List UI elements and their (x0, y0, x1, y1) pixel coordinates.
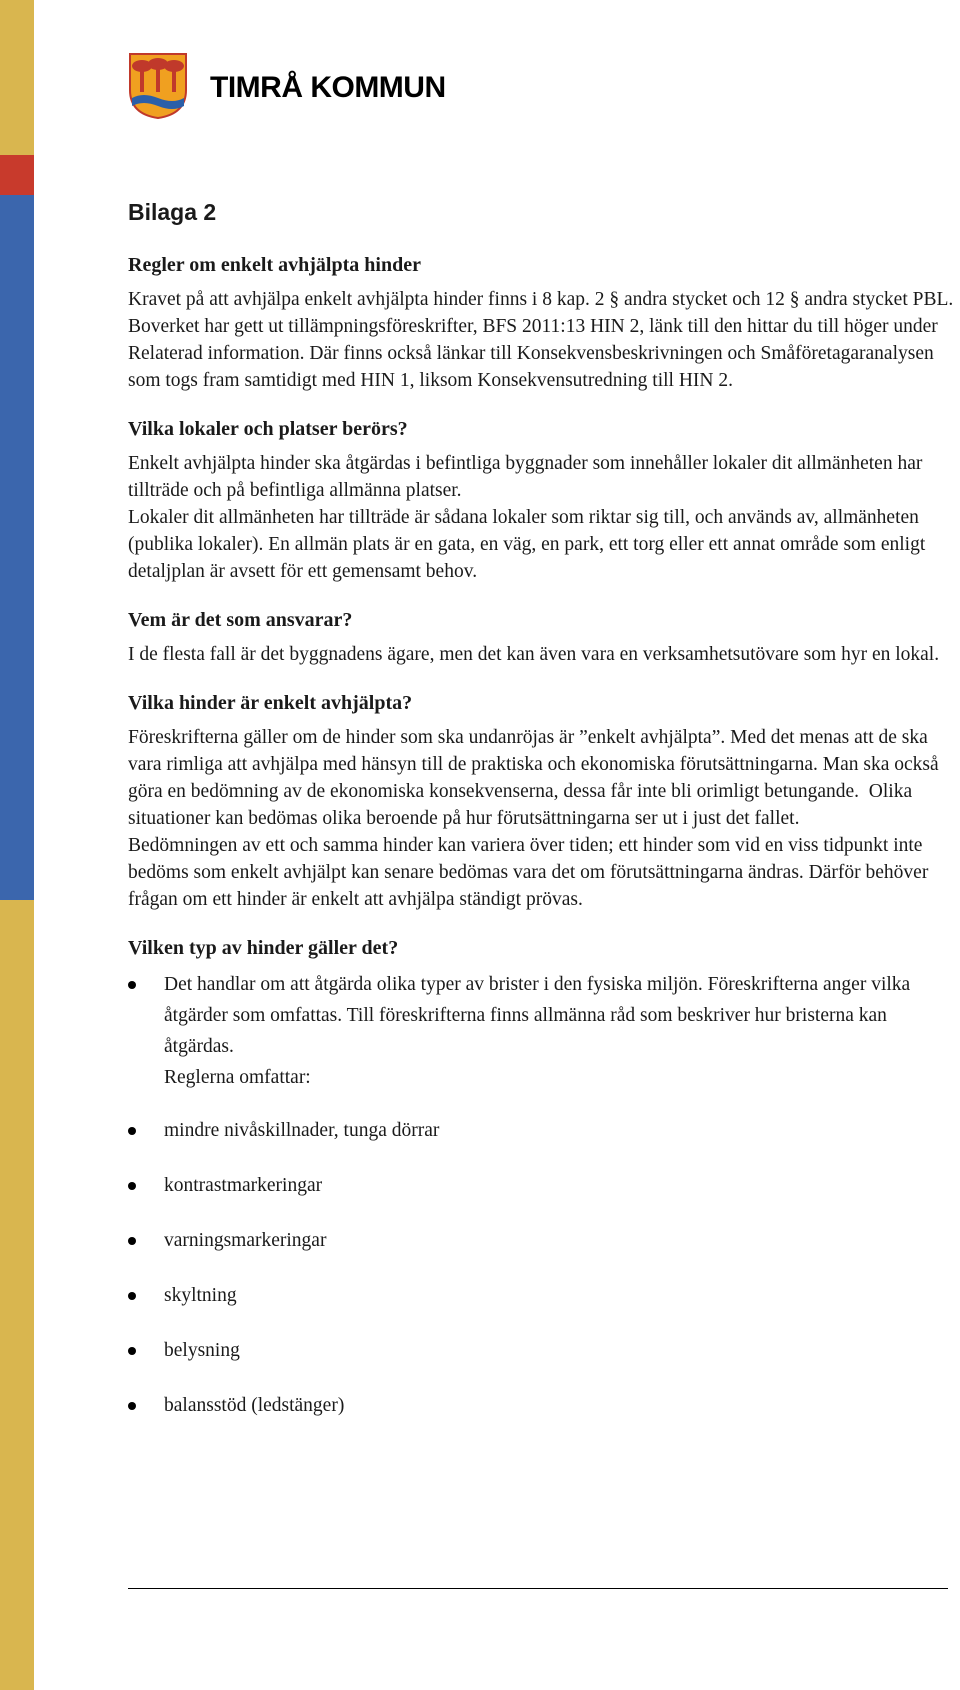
bullet-icon (128, 1347, 136, 1355)
bullet-icon (128, 1182, 136, 1190)
section-heading: Regler om enkelt avhjälpta hinder (128, 254, 421, 276)
list-item-followup: Reglerna omfattar: (164, 1067, 311, 1088)
list-item-text: varningsmarkeringar (164, 1230, 327, 1251)
side-stripe-gold-top (0, 0, 34, 155)
section-paragraph: Föreskrifterna gäller om de hinder som ska undanröjas är ”enkelt avhjälpta”. Med det menas att de ska vara rimliga att avhjälpa med hänsyn till de praktiska och ekonomiska förutsättningarna. Man ska också göra en bedömning av de ekonomiska konsekvenserna, dessa får inte bli orimligt betungande. Olika situationer kan bedömas olika beroende på hur förutsättningarna ser ut i just det fallet. (128, 727, 944, 829)
list-item (128, 1335, 960, 1366)
side-stripe-blue (0, 195, 34, 900)
list-item-text: balansstöd (ledstänger) (164, 1395, 345, 1416)
section-rules (128, 252, 960, 394)
list-item (128, 1170, 960, 1201)
bullet-icon (128, 1292, 136, 1300)
list-item-text: skyltning (164, 1285, 237, 1306)
section-paragraph: I de flesta fall är det byggnadens ägare, men det kan även vara en verksamhetsutövare som hyr en lokal. (128, 644, 940, 665)
municipality-logo (128, 52, 446, 120)
list-item (128, 969, 960, 1093)
section-paragraph: Kravet på att avhjälpa enkelt avhjälpta hinder finns i 8 kap. 2 § andra stycket och 12 § andra stycket PBL. Boverket har gett ut tillämpningsföreskrifter, BFS 2011:13 HIN 2, länk till den hittar du till höger under Relaterad information. Där finns också länkar till Konsekvensbeskrivningen och Småföretagaranalysen som togs fram samtidigt med HIN 1, liksom Konsekvensutredning till HIN 2. (128, 289, 959, 391)
bullet-icon (128, 1402, 136, 1410)
list-item (128, 1280, 960, 1311)
coat-of-arms-icon (128, 52, 188, 120)
list-item (128, 1225, 960, 1256)
section-responsibility (128, 607, 960, 668)
section-obstacle-types (128, 935, 960, 1421)
logo-text: TIMRÅ KOMMUN (210, 71, 446, 104)
bullet-icon (128, 1127, 136, 1135)
footer-rule (128, 1588, 948, 1589)
section-heading: Vilka hinder är enkelt avhjälpta? (128, 692, 413, 714)
list-item-text: belysning (164, 1340, 240, 1361)
section-paragraph: Lokaler dit allmänheten har tillträde är sådana lokaler som riktar sig till, och används av, allmänheten (publika lokaler). En allmän plats är en gata, en väg, en park, ett torg eller ett annat område som enligt detaljplan är avsett för ett gemensamt behov. (128, 507, 931, 582)
list-item (128, 1115, 960, 1146)
bullet-icon (128, 1237, 136, 1245)
section-paragraph: Enkelt avhjälpta hinder ska åtgärdas i befintliga byggnader som innehåller lokaler dit allmänheten har tillträde och på befintliga allmänna platser. (128, 453, 928, 501)
list-item-text: mindre nivåskillnader, tunga dörrar (164, 1120, 440, 1141)
obstacle-types-list (128, 969, 960, 1421)
list-item-text: kontrastmarkeringar (164, 1175, 323, 1196)
section-easy-obstacles (128, 690, 960, 913)
list-item-text: Det handlar om att åtgärda olika typer av brister i den fysiska miljön. Föreskrifterna anger vilka åtgärder som omfattas. Till föreskrifterna finns allmänna råd som beskriver hur bristerna kan åtgärdas. (164, 974, 911, 1057)
attachment-title: Bilaga 2 (128, 199, 217, 225)
section-heading: Vem är det som ansvarar? (128, 609, 353, 631)
side-stripe-gold-bottom (0, 900, 34, 1690)
side-stripe-red (0, 155, 34, 195)
section-paragraph: Bedömningen av ett och samma hinder kan variera över tiden; ett hinder som vid en viss tidpunkt inte bedöms som enkelt avhjälpt kan senare bedömas vara det om förutsättningarna ändras. Därför behöver frågan om ett hinder är enkelt att avhjälpa ständigt prövas. (128, 835, 934, 910)
section-premises (128, 416, 960, 585)
bullet-icon (128, 981, 136, 989)
section-heading: Vilken typ av hinder gäller det? (128, 937, 399, 959)
list-item (128, 1390, 960, 1421)
section-heading: Vilka lokaler och platser berörs? (128, 418, 408, 440)
document-body (128, 195, 960, 1445)
